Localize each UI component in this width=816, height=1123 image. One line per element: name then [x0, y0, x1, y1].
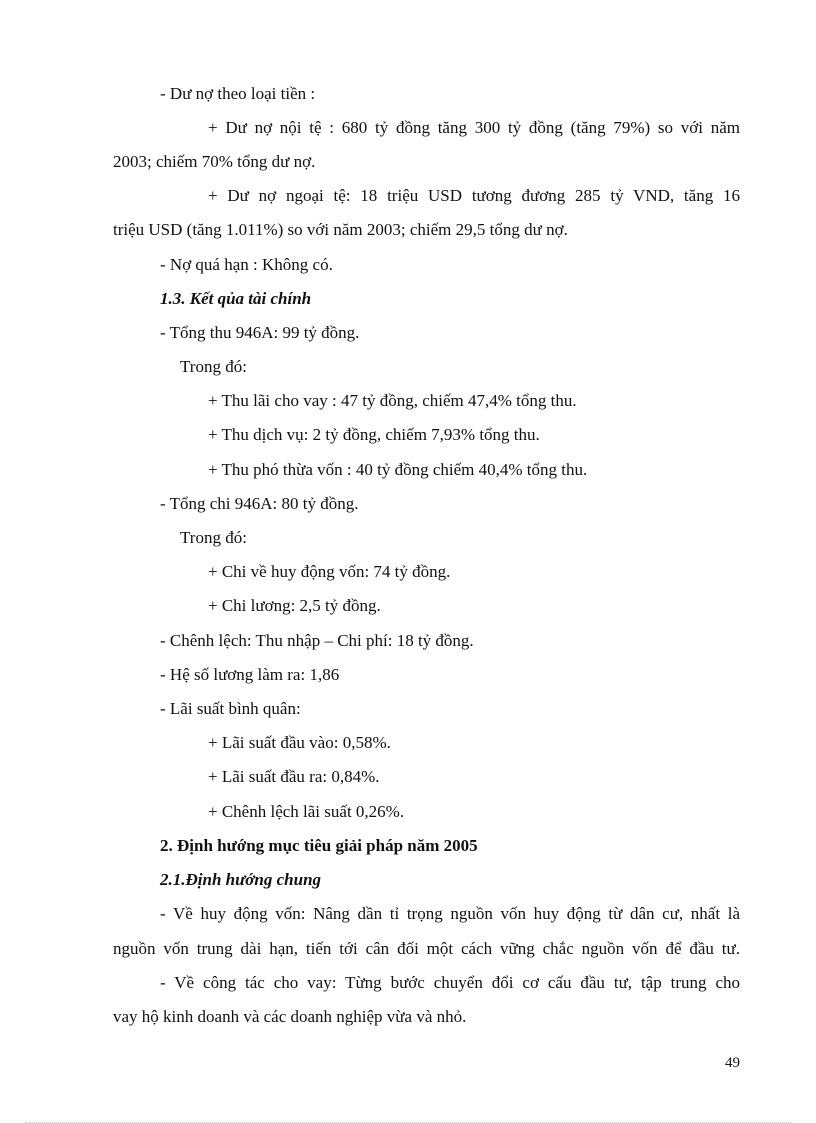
financial-results-heading: 1.3. Kết qủa tài chính	[160, 289, 312, 308]
total-expense: - Tổng chi 946A: 80 tỷ đồng.	[160, 494, 359, 513]
expense-item: + Chi lương: 2,5 tỷ đồng.	[208, 596, 381, 615]
income-item: + Thu lãi cho vay : 47 tỷ đồng, chiếm 47,4% tổng thu.	[208, 391, 577, 410]
income-expense-difference: - Chênh lệch: Thu nhập – Chi phí: 18 tỷ đồng.	[160, 631, 474, 650]
domestic-loans-line-2: 2003; chiếm 70% tổng dư nợ.	[113, 152, 316, 171]
general-orientation-subheading: 2.1.Định hướng chung	[160, 870, 322, 889]
income-item: + Thu phó thừa vốn : 40 tỷ đồng chiếm 40,4% tổng thu.	[208, 460, 588, 479]
rate-item: + Lãi suất đầu ra: 0,84%.	[208, 767, 380, 786]
rate-item: + Lãi suất đầu vào: 0,58%.	[208, 733, 391, 752]
expense-of-which-label: Trong đó:	[180, 528, 247, 547]
foreign-loans-line-2: triệu USD (tăng 1.011%) so với năm 2003; chiếm 29,5 tổng dư nợ.	[113, 220, 568, 239]
capital-mobilization-line-2: nguồn vốn trung dài hạn, tiến tới cân đối một cách vững chắc nguồn vốn để đầu tư.	[113, 939, 740, 958]
expense-item: + Chi về huy động vốn: 74 tỷ đồng.	[208, 562, 451, 581]
foreign-loans-line-1: + Dư nợ ngoại tệ: 18 triệu USD tương đương 285 tỷ VND, tăng 16	[208, 186, 740, 205]
orientation-heading: 2. Định hướng mục tiêu giải pháp năm 2005	[160, 836, 478, 855]
total-income: - Tổng thu 946A: 99 tỷ đồng.	[160, 323, 360, 342]
income-of-which-label: Trong đó:	[180, 357, 247, 376]
lending-line-1: - Về công tác cho vay: Từng bước chuyển đổi cơ cấu đầu tư, tập trung cho	[160, 973, 740, 992]
salary-coefficient: - Hệ số lương làm ra: 1,86	[160, 665, 340, 684]
average-rate-label: - Lãi suất bình quân:	[160, 699, 301, 718]
capital-mobilization-line-1: - Về huy động vốn: Nâng dần tỉ trọng nguồn vốn huy động từ dân cư, nhất là	[160, 904, 740, 923]
domestic-loans-line-1: + Dư nợ nội tệ : 680 tỷ đồng tăng 300 tỷ đồng (tăng 79%) so với năm	[208, 118, 740, 137]
page-number: 49	[725, 1055, 740, 1071]
rate-item: + Chênh lệch lãi suất 0,26%.	[208, 802, 405, 821]
lending-line-2: vay hộ kinh doanh và các doanh nghiệp vừa và nhỏ.	[113, 1007, 467, 1026]
income-item: + Thu dịch vụ: 2 tỷ đồng, chiếm 7,93% tổng thu.	[208, 425, 540, 444]
currency-loans-label: - Dư nợ theo loại tiền :	[160, 84, 316, 103]
overdue-debt: - Nợ quá hạn : Không có.	[160, 255, 333, 274]
